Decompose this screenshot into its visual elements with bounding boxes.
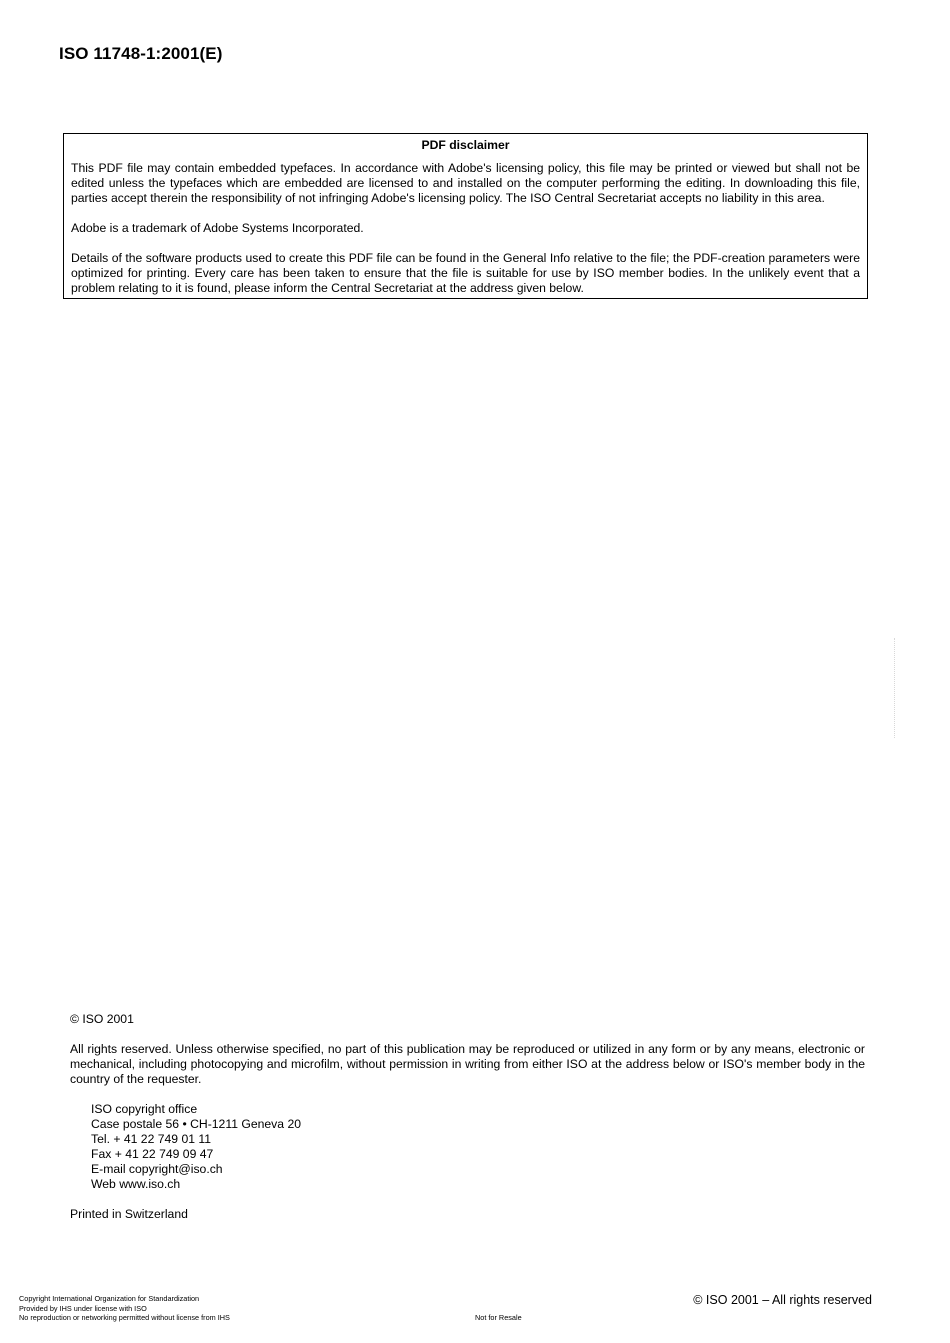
footer-line: No reproduction or networking permitted without license from IHS (19, 1313, 230, 1323)
document-id: ISO 11748-1:2001(E) (59, 44, 223, 63)
web-line: Web www.iso.ch (91, 1177, 181, 1191)
copyright-notice: © ISO 2001 (70, 1012, 134, 1026)
rights-statement: All rights reserved. Unless otherwise specified, no part of this publication may be reproduced or utilized in any form or by any means, electronic or mechanical, including photocopying and microfilm, without permission in writing from either ISO at the address below or ISO's member body in the country of the requester. (70, 1042, 865, 1086)
footer-line: Provided by IHS under license with ISO (19, 1303, 147, 1313)
address-line: ISO copyright office (91, 1102, 198, 1116)
copyright-section (70, 1012, 865, 1237)
footer-line: Copyright International Organization for Standardization (19, 1294, 200, 1303)
address-line: Case postale 56 • CH-1211 Geneva 20 (91, 1117, 302, 1131)
phone-line: Tel. + 41 22 749 01 11 (91, 1132, 212, 1146)
footer-license-notice (19, 1294, 230, 1323)
disclaimer-title: PDF disclaimer (421, 138, 510, 152)
pdf-disclaimer-box (63, 133, 868, 299)
footer-not-for-resale: Not for Resale (475, 1313, 522, 1322)
disclaimer-paragraph-trademark: Adobe is a trademark of Adobe Systems Incorporated. (71, 221, 364, 235)
fax-line: Fax + 41 22 749 09 47 (91, 1147, 214, 1161)
copyright-office-address (91, 1102, 865, 1192)
disclaimer-paragraph-software: Details of the software products used to create this PDF file can be found in the General Info relative to the file; the PDF-creation parameters were optimized for printing. Every care has been taken to ensure that the file is suitable for use by ISO member bodies. In the unlikely event that a problem relating to it is found, please inform the Central Secretariat at the address given below. (71, 251, 860, 295)
email-line: E-mail copyright@iso.ch (91, 1162, 223, 1176)
footer-copyright: © ISO 2001 – All rights reserved (693, 1293, 872, 1307)
disclaimer-paragraph-typefaces: This PDF file may contain embedded typefaces. In accordance with Adobe's licensing policy, this file may be printed or viewed but shall not be edited unless the typefaces which are embedded are licensed to and installed on the computer performing the editing. In downloading this file, parties accept therein the responsibility of not infringing Adobe's licensing policy. The ISO Central Secretariat accepts no liability in this area. (71, 161, 860, 205)
printed-in: Printed in Switzerland (70, 1207, 188, 1221)
margin-marks (894, 638, 899, 738)
